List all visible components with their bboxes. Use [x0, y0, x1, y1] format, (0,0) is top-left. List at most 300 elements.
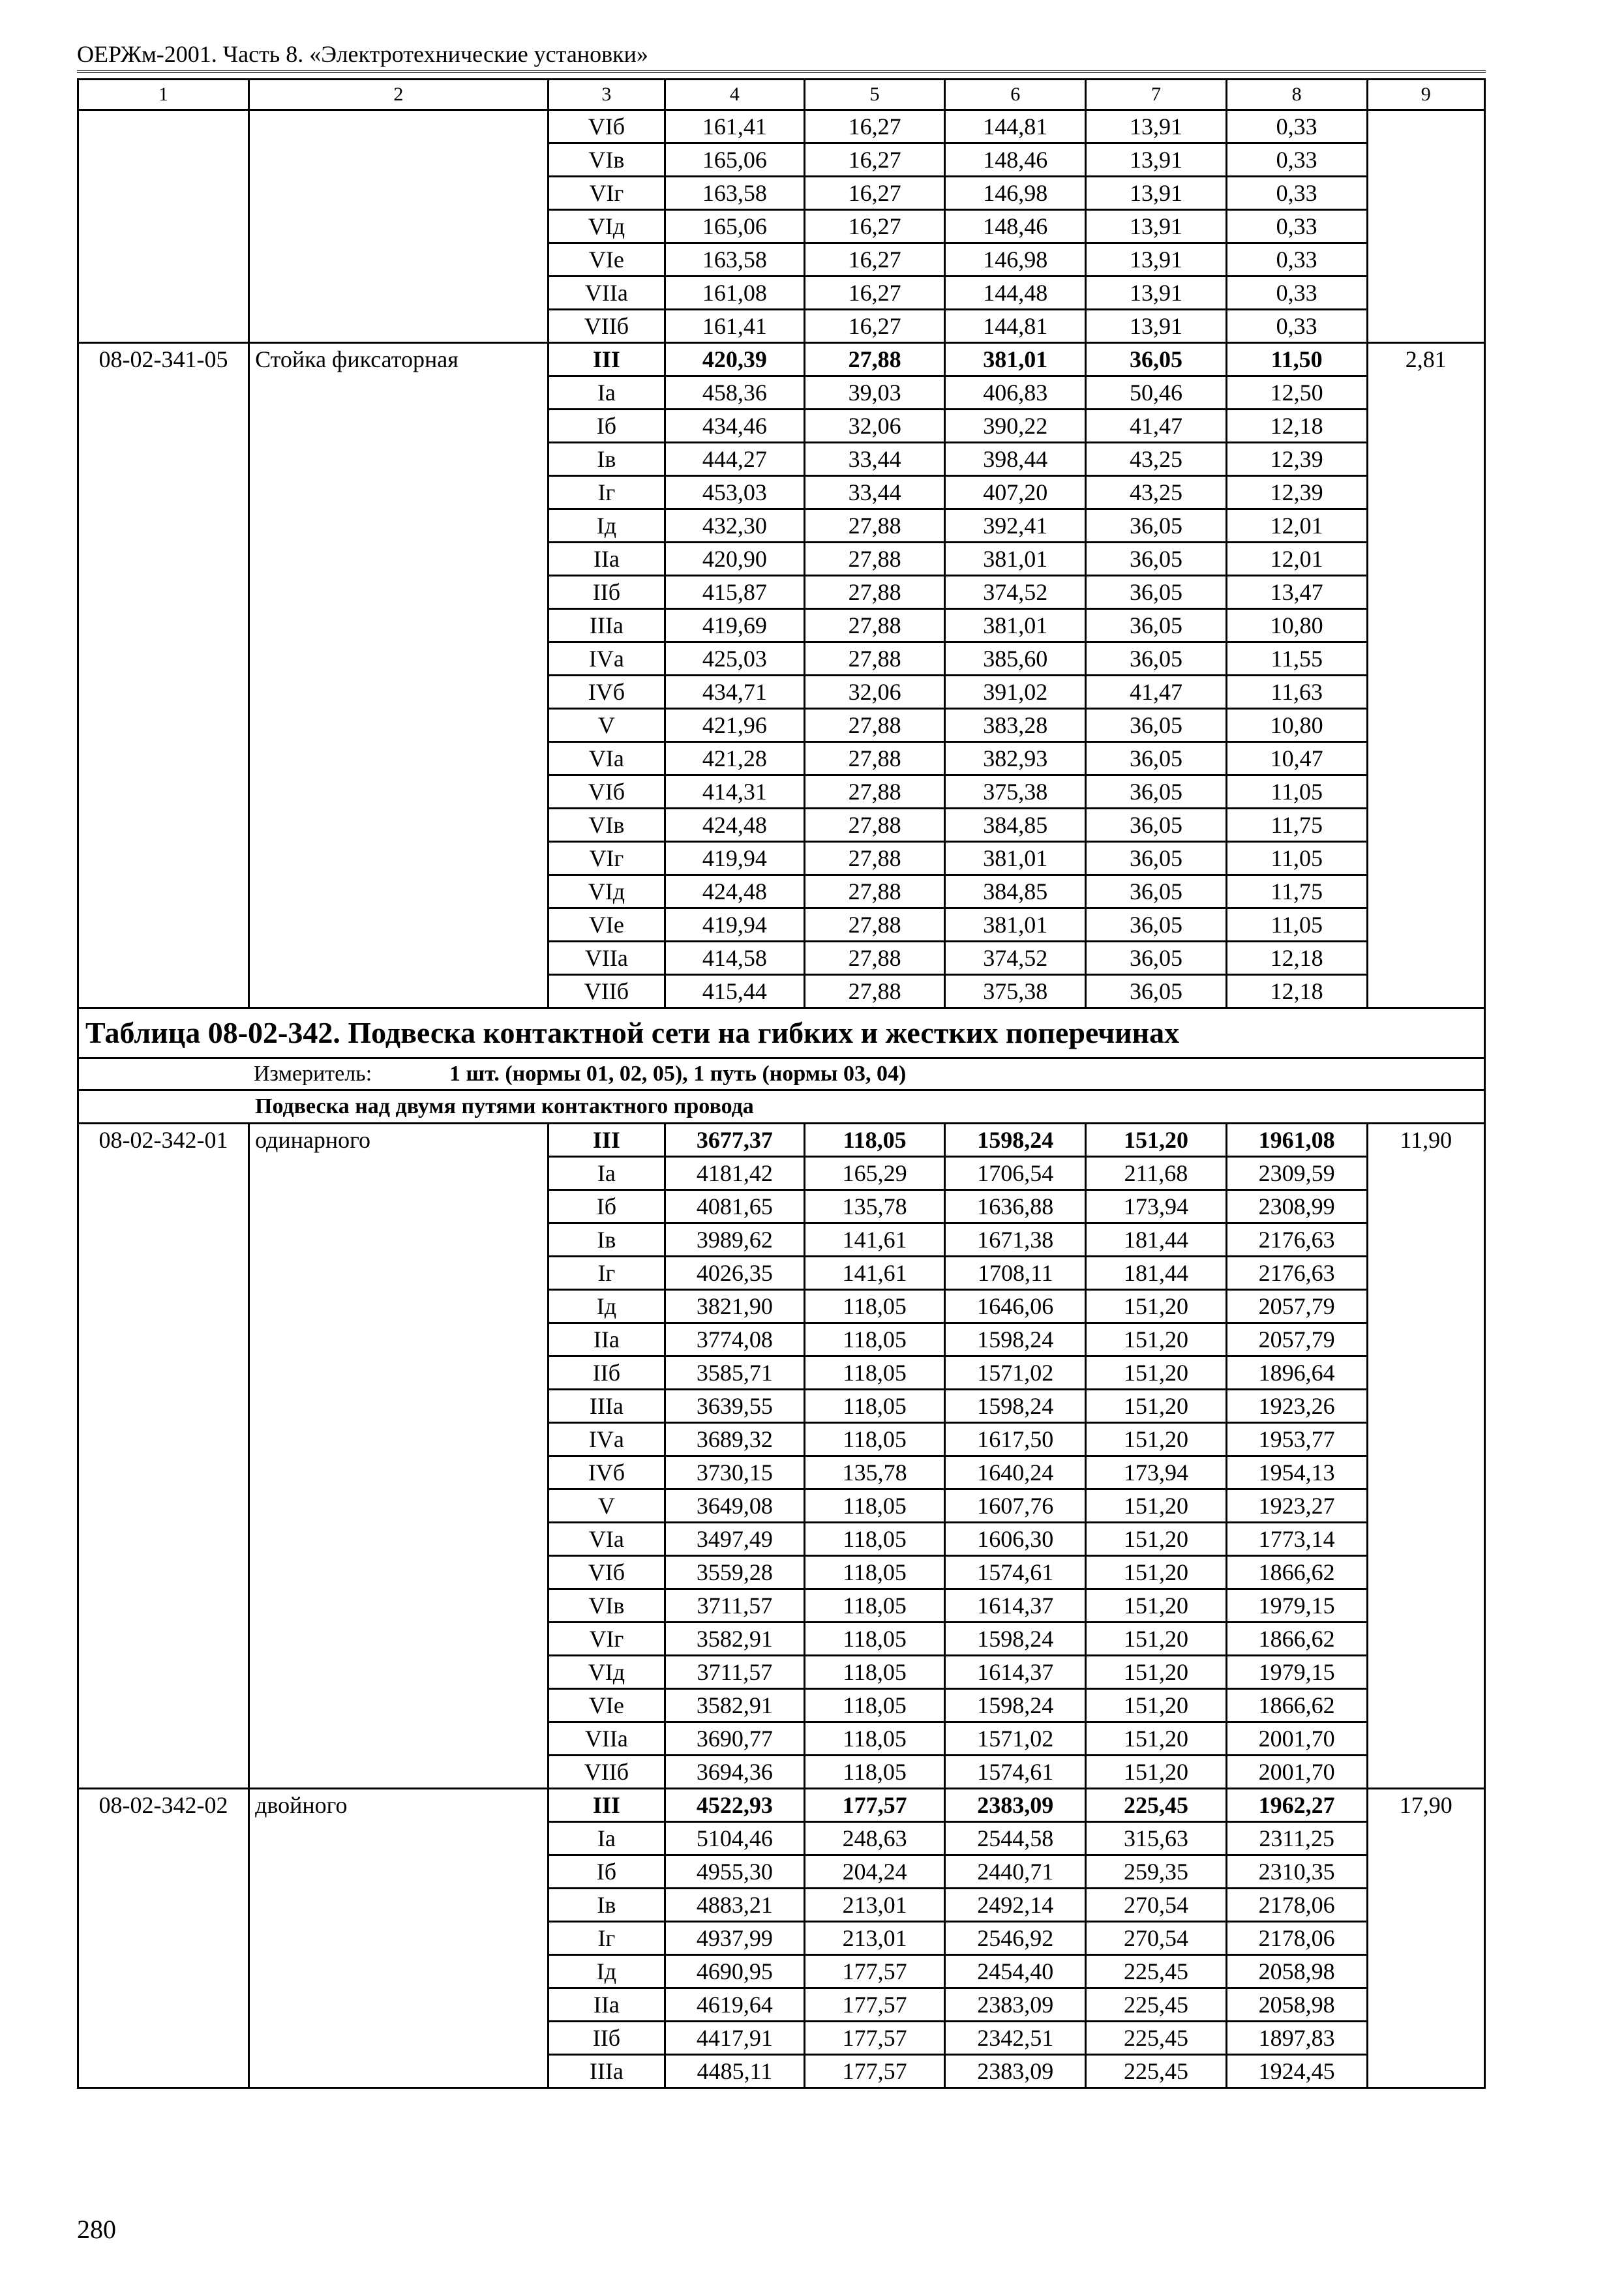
- name-cell: [249, 110, 549, 343]
- table-cell: 421,96: [665, 709, 805, 742]
- table-cell: 1598,24: [945, 1623, 1086, 1656]
- table-cell: 385,60: [945, 642, 1086, 676]
- table-cell: 391,02: [945, 676, 1086, 709]
- table-cell: 3694,36: [665, 1756, 805, 1789]
- table-cell: 27,88: [804, 942, 945, 975]
- table-cell: IIIа: [548, 1390, 665, 1423]
- table-cell: 2383,09: [945, 2055, 1086, 2088]
- table-cell: 36,05: [1086, 775, 1227, 809]
- rates-table: [77, 78, 1486, 2089]
- table-cell: 381,01: [945, 343, 1086, 376]
- table-cell: 36,05: [1086, 809, 1227, 842]
- table-cell: 12,39: [1226, 476, 1367, 509]
- table-cell: 165,06: [665, 143, 805, 177]
- table-cell: 3821,90: [665, 1290, 805, 1323]
- table-cell: 16,27: [804, 277, 945, 310]
- table-cell: 1708,11: [945, 1257, 1086, 1290]
- table-cell: 11,05: [1226, 842, 1367, 875]
- table-cell: VIIб: [548, 1756, 665, 1789]
- table-cell: 141,61: [804, 1223, 945, 1257]
- table-cell: 151,20: [1086, 1423, 1227, 1456]
- table-cell: 135,78: [804, 1190, 945, 1223]
- table-cell: 2176,63: [1226, 1223, 1367, 1257]
- table-cell: 13,91: [1086, 110, 1227, 143]
- table-cell: 4883,21: [665, 1889, 805, 1922]
- table-cell: 118,05: [804, 1556, 945, 1589]
- table-cell: 1598,24: [945, 1689, 1086, 1722]
- table-cell: 384,85: [945, 875, 1086, 908]
- table-cell: 1671,38: [945, 1223, 1086, 1257]
- table-cell: 2383,09: [945, 1789, 1086, 1822]
- table-cell: 32,06: [804, 410, 945, 443]
- table-cell: 16,27: [804, 243, 945, 277]
- table-cell: 144,81: [945, 310, 1086, 343]
- name-cell: одинарного: [249, 1124, 549, 1789]
- table-cell: 434,46: [665, 410, 805, 443]
- table-cell: 118,05: [804, 1489, 945, 1523]
- table-cell: 1897,83: [1226, 2022, 1367, 2055]
- table-cell: 27,88: [804, 543, 945, 576]
- table-cell: Iб: [548, 1855, 665, 1889]
- table-cell: 33,44: [804, 443, 945, 476]
- column-number: 3: [548, 80, 665, 110]
- column-number: 1: [78, 80, 249, 110]
- table-cell: 259,35: [1086, 1855, 1227, 1889]
- table-cell: 16,27: [804, 177, 945, 210]
- table-cell: 1953,77: [1226, 1423, 1367, 1456]
- table-cell: 432,30: [665, 509, 805, 543]
- table-cell: 16,27: [804, 210, 945, 243]
- table-cell: 12,50: [1226, 376, 1367, 410]
- table-cell: 13,91: [1086, 310, 1227, 343]
- table-cell: 0,33: [1226, 243, 1367, 277]
- table-cell: 16,27: [804, 143, 945, 177]
- table-cell: VIа: [548, 742, 665, 775]
- table-cell: Iг: [548, 476, 665, 509]
- table-cell: 118,05: [804, 1623, 945, 1656]
- table-cell: Iд: [548, 1955, 665, 1988]
- table-cell: 4026,35: [665, 1257, 805, 1290]
- table-cell: IVб: [548, 676, 665, 709]
- table-cell: 2546,92: [945, 1922, 1086, 1955]
- table-cell: 13,91: [1086, 177, 1227, 210]
- table-cell: 1866,62: [1226, 1689, 1367, 1722]
- table-cell: 425,03: [665, 642, 805, 676]
- table-cell: 1574,61: [945, 1556, 1086, 1589]
- table-cell: 453,03: [665, 476, 805, 509]
- table-cell: 2057,79: [1226, 1290, 1367, 1323]
- table-cell: 41,47: [1086, 676, 1227, 709]
- table-cell: 3689,32: [665, 1423, 805, 1456]
- table-cell: 5104,46: [665, 1822, 805, 1855]
- table-cell: 177,57: [804, 1988, 945, 2022]
- table-cell: 36,05: [1086, 975, 1227, 1008]
- table-cell: IIа: [548, 543, 665, 576]
- table-cell: 11,50: [1226, 343, 1367, 376]
- table-cell: 163,58: [665, 177, 805, 210]
- table-cell: VIа: [548, 1523, 665, 1556]
- table-cell: Iа: [548, 1157, 665, 1190]
- table-cell: 1923,26: [1226, 1390, 1367, 1423]
- table-cell: 27,88: [804, 809, 945, 842]
- table-cell: 165,06: [665, 210, 805, 243]
- table-cell: 36,05: [1086, 576, 1227, 609]
- code-cell: 08-02-342-02: [78, 1789, 249, 2088]
- table-cell: 11,75: [1226, 809, 1367, 842]
- column-number: 8: [1226, 80, 1367, 110]
- table-row: [78, 1789, 1485, 1822]
- table-cell: 4417,91: [665, 2022, 805, 2055]
- table-cell: VIе: [548, 908, 665, 942]
- table-cell: 414,31: [665, 775, 805, 809]
- table-cell: 151,20: [1086, 1390, 1227, 1423]
- table-cell: 1773,14: [1226, 1523, 1367, 1556]
- table-cell: 419,94: [665, 908, 805, 942]
- table-cell: 1923,27: [1226, 1489, 1367, 1523]
- table-cell: 36,05: [1086, 742, 1227, 775]
- table-cell: 12,18: [1226, 942, 1367, 975]
- table-cell: Iд: [548, 509, 665, 543]
- table-cell: 151,20: [1086, 1323, 1227, 1356]
- table-cell: 161,41: [665, 110, 805, 143]
- table-cell: 2342,51: [945, 2022, 1086, 2055]
- table-cell: 204,24: [804, 1855, 945, 1889]
- table-cell: IVа: [548, 642, 665, 676]
- table-cell: 163,58: [665, 243, 805, 277]
- table-cell: 118,05: [804, 1722, 945, 1756]
- table-cell: 36,05: [1086, 908, 1227, 942]
- extra-cell: 2,81: [1367, 343, 1485, 1008]
- table-cell: 36,05: [1086, 875, 1227, 908]
- table-cell: 12,18: [1226, 410, 1367, 443]
- section-title: Таблица 08-02-342. Подвеска контактной сети на гибких и жестких поперечинах: [78, 1008, 1485, 1058]
- table-cell: 1598,24: [945, 1390, 1086, 1423]
- table-cell: VIд: [548, 1656, 665, 1689]
- table-cell: 375,38: [945, 775, 1086, 809]
- name-cell: Стойка фиксаторная: [249, 343, 549, 1008]
- table-cell: 10,80: [1226, 709, 1367, 742]
- table-cell: 118,05: [804, 1323, 945, 1356]
- table-cell: 0,33: [1226, 143, 1367, 177]
- table-cell: 0,33: [1226, 177, 1367, 210]
- table-cell: 148,46: [945, 210, 1086, 243]
- table-cell: 173,94: [1086, 1190, 1227, 1223]
- table-cell: 161,08: [665, 277, 805, 310]
- table-cell: 225,45: [1086, 2055, 1227, 2088]
- table-cell: Iа: [548, 1822, 665, 1855]
- column-number: 9: [1367, 80, 1485, 110]
- table-cell: 444,27: [665, 443, 805, 476]
- table-cell: 3559,28: [665, 1556, 805, 1589]
- extra-cell: 11,90: [1367, 1124, 1485, 1789]
- table-cell: 177,57: [804, 2055, 945, 2088]
- table-cell: 390,22: [945, 410, 1086, 443]
- table-cell: 151,20: [1086, 1290, 1227, 1323]
- column-number-row: [78, 80, 1485, 110]
- table-cell: 151,20: [1086, 1356, 1227, 1390]
- table-cell: VIIа: [548, 1722, 665, 1756]
- page-header: ОЕРЖм-2001. Часть 8. «Электротехнические установки»: [77, 41, 648, 67]
- table-cell: 148,46: [945, 143, 1086, 177]
- table-cell: 374,52: [945, 576, 1086, 609]
- table-cell: 1961,08: [1226, 1124, 1367, 1157]
- table-cell: 151,20: [1086, 1489, 1227, 1523]
- table-cell: 1866,62: [1226, 1623, 1367, 1656]
- table-cell: 16,27: [804, 310, 945, 343]
- table-cell: 1636,88: [945, 1190, 1086, 1223]
- table-cell: 43,25: [1086, 476, 1227, 509]
- table-cell: 50,46: [1086, 376, 1227, 410]
- table-cell: IIа: [548, 1323, 665, 1356]
- table-cell: Iд: [548, 1290, 665, 1323]
- table-cell: 4955,30: [665, 1855, 805, 1889]
- table-cell: 424,48: [665, 809, 805, 842]
- table-cell: 4937,99: [665, 1922, 805, 1955]
- table-cell: 3711,57: [665, 1656, 805, 1689]
- table-cell: 1607,76: [945, 1489, 1086, 1523]
- code-cell: [78, 110, 249, 343]
- table-cell: 458,36: [665, 376, 805, 410]
- table-cell: 225,45: [1086, 2022, 1227, 2055]
- table-cell: 2308,99: [1226, 1190, 1367, 1223]
- table-cell: 415,44: [665, 975, 805, 1008]
- subheading-row: [78, 1090, 1485, 1124]
- table-cell: V: [548, 709, 665, 742]
- table-cell: 32,06: [804, 676, 945, 709]
- table-cell: 27,88: [804, 875, 945, 908]
- column-number: 2: [249, 80, 549, 110]
- table-cell: III: [548, 1124, 665, 1157]
- table-cell: 374,52: [945, 942, 1086, 975]
- table-cell: 420,39: [665, 343, 805, 376]
- table-cell: 1866,62: [1226, 1556, 1367, 1589]
- table-cell: IIIа: [548, 2055, 665, 2088]
- table-cell: 381,01: [945, 609, 1086, 642]
- table-cell: 4485,11: [665, 2055, 805, 2088]
- table-cell: 2178,06: [1226, 1922, 1367, 1955]
- table-cell: 0,33: [1226, 310, 1367, 343]
- table-cell: 434,71: [665, 676, 805, 709]
- table-cell: 27,88: [804, 742, 945, 775]
- extra-cell: 17,90: [1367, 1789, 1485, 2088]
- table-cell: 135,78: [804, 1456, 945, 1489]
- table-cell: IIIа: [548, 609, 665, 642]
- table-cell: 2176,63: [1226, 1257, 1367, 1290]
- table-cell: VIг: [548, 177, 665, 210]
- table-cell: 118,05: [804, 1290, 945, 1323]
- table-cell: 12,01: [1226, 543, 1367, 576]
- table-cell: Iв: [548, 1889, 665, 1922]
- table-cell: 144,81: [945, 110, 1086, 143]
- table-cell: 211,68: [1086, 1157, 1227, 1190]
- table-cell: 2058,98: [1226, 1955, 1367, 1988]
- table-cell: 27,88: [804, 343, 945, 376]
- table-cell: 151,20: [1086, 1756, 1227, 1789]
- table-cell: 181,44: [1086, 1223, 1227, 1257]
- table-cell: VIв: [548, 1589, 665, 1623]
- table-cell: 382,93: [945, 742, 1086, 775]
- table-cell: 13,91: [1086, 243, 1227, 277]
- table-cell: 3497,49: [665, 1523, 805, 1556]
- table-cell: 118,05: [804, 1589, 945, 1623]
- table-cell: 419,94: [665, 842, 805, 875]
- table-cell: VIд: [548, 210, 665, 243]
- table-cell: VIб: [548, 1556, 665, 1589]
- table-cell: 36,05: [1086, 942, 1227, 975]
- name-cell: двойного: [249, 1789, 549, 2088]
- table-cell: 12,39: [1226, 443, 1367, 476]
- table-cell: 144,48: [945, 277, 1086, 310]
- table-cell: 151,20: [1086, 1124, 1227, 1157]
- table-cell: 2544,58: [945, 1822, 1086, 1855]
- table-cell: 3585,71: [665, 1356, 805, 1390]
- table-cell: 181,44: [1086, 1257, 1227, 1290]
- table-cell: Iв: [548, 443, 665, 476]
- code-cell: 08-02-342-01: [78, 1124, 249, 1789]
- table-cell: 2058,98: [1226, 1988, 1367, 2022]
- table-cell: Iб: [548, 410, 665, 443]
- table-cell: 27,88: [804, 642, 945, 676]
- table-cell: 406,83: [945, 376, 1086, 410]
- table-cell: 118,05: [804, 1523, 945, 1556]
- table-cell: 2057,79: [1226, 1323, 1367, 1356]
- section-title-row: [78, 1008, 1485, 1058]
- table-cell: 151,20: [1086, 1589, 1227, 1623]
- table-cell: 1574,61: [945, 1756, 1086, 1789]
- table-cell: 177,57: [804, 1789, 945, 1822]
- table-cell: 141,61: [804, 1257, 945, 1290]
- table-cell: 270,54: [1086, 1889, 1227, 1922]
- table-cell: 1598,24: [945, 1323, 1086, 1356]
- table-cell: 1617,50: [945, 1423, 1086, 1456]
- table-cell: 27,88: [804, 908, 945, 942]
- table-row: [78, 343, 1485, 376]
- table-cell: IIб: [548, 1356, 665, 1390]
- table-cell: VIв: [548, 143, 665, 177]
- table-cell: 225,45: [1086, 1789, 1227, 1822]
- table-cell: 13,91: [1086, 277, 1227, 310]
- table-cell: 161,41: [665, 310, 805, 343]
- table-cell: 3730,15: [665, 1456, 805, 1489]
- table-cell: VIг: [548, 842, 665, 875]
- table-cell: VIб: [548, 110, 665, 143]
- table-cell: 1979,15: [1226, 1589, 1367, 1623]
- measure-cell: [78, 1058, 1485, 1090]
- table-cell: 151,20: [1086, 1656, 1227, 1689]
- table-cell: 415,87: [665, 576, 805, 609]
- table-cell: 225,45: [1086, 1988, 1227, 2022]
- table-cell: 11,55: [1226, 642, 1367, 676]
- table-row: [78, 110, 1485, 143]
- table-cell: 270,54: [1086, 1922, 1227, 1955]
- code-cell: 08-02-341-05: [78, 343, 249, 1008]
- table-cell: 1606,30: [945, 1523, 1086, 1556]
- table-cell: 1614,37: [945, 1589, 1086, 1623]
- table-cell: 3774,08: [665, 1323, 805, 1356]
- table-cell: 36,05: [1086, 642, 1227, 676]
- table-cell: 36,05: [1086, 609, 1227, 642]
- table-cell: 177,57: [804, 2022, 945, 2055]
- table-cell: 151,20: [1086, 1523, 1227, 1556]
- table-cell: 384,85: [945, 809, 1086, 842]
- table-cell: IIа: [548, 1988, 665, 2022]
- table-cell: 151,20: [1086, 1623, 1227, 1656]
- table-cell: 3989,62: [665, 1223, 805, 1257]
- table-cell: 2383,09: [945, 1988, 1086, 2022]
- table-cell: 2001,70: [1226, 1722, 1367, 1756]
- table-cell: 27,88: [804, 975, 945, 1008]
- table-cell: 2492,14: [945, 1889, 1086, 1922]
- table-cell: VIд: [548, 875, 665, 908]
- table-cell: 41,47: [1086, 410, 1227, 443]
- table-cell: 39,03: [804, 376, 945, 410]
- table-row: [78, 1124, 1485, 1157]
- extra-cell: [1367, 110, 1485, 343]
- table-cell: 3582,91: [665, 1689, 805, 1722]
- table-cell: 4690,95: [665, 1955, 805, 1988]
- table-cell: III: [548, 1789, 665, 1822]
- table-cell: VIе: [548, 1689, 665, 1722]
- table-cell: 419,69: [665, 609, 805, 642]
- table-cell: 36,05: [1086, 543, 1227, 576]
- table-cell: 4181,42: [665, 1157, 805, 1190]
- table-cell: IIб: [548, 2022, 665, 2055]
- table-cell: 36,05: [1086, 343, 1227, 376]
- table-cell: 1614,37: [945, 1656, 1086, 1689]
- table-cell: 36,05: [1086, 509, 1227, 543]
- table-cell: 12,18: [1226, 975, 1367, 1008]
- table-cell: 36,05: [1086, 709, 1227, 742]
- table-cell: 118,05: [804, 1756, 945, 1789]
- table-cell: 118,05: [804, 1689, 945, 1722]
- table-cell: VIIб: [548, 310, 665, 343]
- table-cell: 213,01: [804, 1889, 945, 1922]
- table-cell: 3639,55: [665, 1390, 805, 1423]
- table-cell: Iв: [548, 1223, 665, 1257]
- table-cell: 11,05: [1226, 908, 1367, 942]
- table-cell: 407,20: [945, 476, 1086, 509]
- column-number: 5: [804, 80, 945, 110]
- table-cell: 420,90: [665, 543, 805, 576]
- table-cell: Iб: [548, 1190, 665, 1223]
- table-cell: 173,94: [1086, 1456, 1227, 1489]
- table-cell: 1962,27: [1226, 1789, 1367, 1822]
- table-cell: 146,98: [945, 243, 1086, 277]
- table-cell: 3582,91: [665, 1623, 805, 1656]
- table-cell: 0,33: [1226, 110, 1367, 143]
- table-cell: 2440,71: [945, 1855, 1086, 1889]
- measure-label: Измеритель:: [254, 1062, 372, 1086]
- table-cell: 225,45: [1086, 1955, 1227, 1988]
- table-cell: 4619,64: [665, 1988, 805, 2022]
- table-cell: 1571,02: [945, 1356, 1086, 1390]
- table-cell: 381,01: [945, 842, 1086, 875]
- table-cell: VIв: [548, 809, 665, 842]
- table-cell: 1979,15: [1226, 1656, 1367, 1689]
- table-cell: 11,75: [1226, 875, 1367, 908]
- table-cell: 11,05: [1226, 775, 1367, 809]
- table-cell: 27,88: [804, 775, 945, 809]
- table-cell: Iг: [548, 1922, 665, 1955]
- table-cell: 27,88: [804, 609, 945, 642]
- table-cell: 118,05: [804, 1390, 945, 1423]
- table-cell: 381,01: [945, 543, 1086, 576]
- table-cell: 13,91: [1086, 143, 1227, 177]
- table-cell: 213,01: [804, 1922, 945, 1955]
- table-cell: IIб: [548, 576, 665, 609]
- table-cell: 414,58: [665, 942, 805, 975]
- table-cell: 1924,45: [1226, 2055, 1367, 2088]
